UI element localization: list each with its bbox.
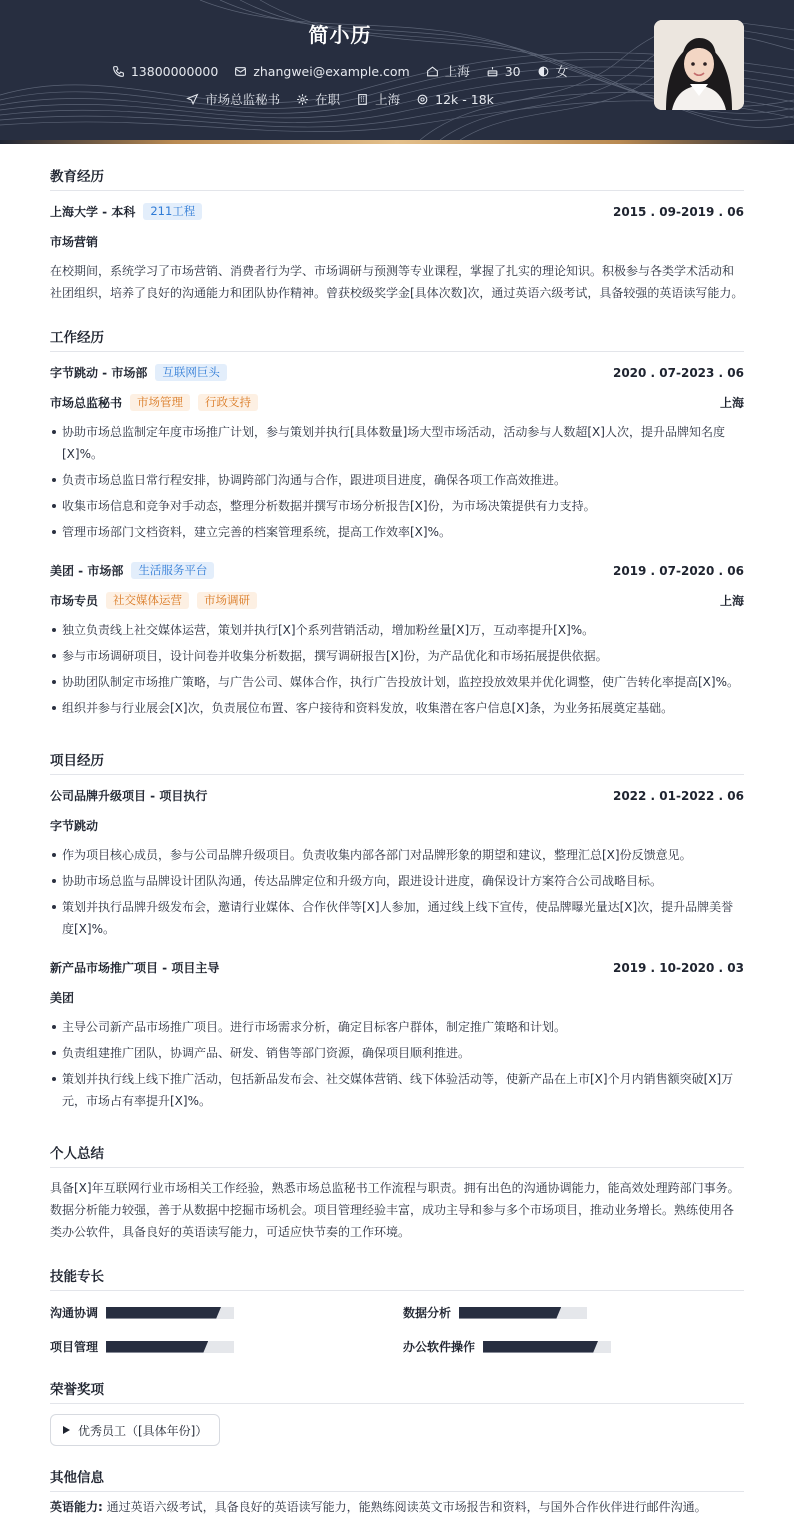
salary-text: 12k - 18k xyxy=(435,91,494,107)
job-2-header xyxy=(50,562,744,579)
project-2-name: 新产品市场推广项目 - 项目主导 xyxy=(50,961,220,975)
gear-icon xyxy=(296,93,309,106)
email-text: zhangwei@example.com xyxy=(253,63,410,79)
job-2-role-row xyxy=(50,592,744,609)
job-2-location: 上海 xyxy=(719,594,744,608)
skill-bar-fill xyxy=(106,1307,221,1319)
skill-bar xyxy=(106,1307,234,1319)
section-title-work: 工作经历 xyxy=(50,326,744,352)
skill-name: 项目管理 xyxy=(50,1340,99,1354)
job-intent-row xyxy=(0,90,680,108)
award-item[interactable] xyxy=(50,1414,220,1446)
skill-name: 办公软件操作 xyxy=(403,1340,476,1354)
candidate-name: 简小历 xyxy=(308,23,372,47)
skill-bar xyxy=(106,1341,234,1353)
gender-icon xyxy=(537,65,550,78)
list-item: 独立负责线上社交媒体运营，策划并执行[X]个系列营销活动，增加粉丝量[X]万，互动率提升[X]%。 xyxy=(50,619,744,641)
section-title-projects: 项目经历 xyxy=(50,749,744,775)
job-2-tag-2: 市场调研 xyxy=(197,592,257,609)
list-item: 协助市场总监制定年度市场推广计划，参与策划并执行[具体数量]场大型市场活动，活动参与人数超[X]人次，提升品牌知名度[X]%。 xyxy=(50,421,744,465)
job-1-tag-2: 行政支持 xyxy=(198,394,258,411)
skill-bar-fill xyxy=(483,1341,598,1353)
skill-item xyxy=(403,1304,587,1321)
project-1-date: 2022 . 01-2022 . 06 xyxy=(612,788,744,803)
section-title-other: 其他信息 xyxy=(50,1466,744,1492)
job-1-bullets xyxy=(50,421,744,547)
award-text: 优秀员工（[具体年份]） xyxy=(78,1423,208,1438)
phone-info xyxy=(112,64,218,79)
position-text: 市场总监秘书 xyxy=(205,92,281,107)
project-1-name: 公司品牌升级项目 - 项目执行 xyxy=(50,789,208,803)
education-header xyxy=(50,203,744,220)
triangle-right-icon xyxy=(63,1426,70,1434)
skill-item xyxy=(50,1304,234,1321)
coin-icon xyxy=(416,93,429,106)
resume-header xyxy=(0,0,794,140)
job-1-date: 2020 . 07-2023 . 06 xyxy=(612,365,744,380)
avatar-illustration xyxy=(654,20,744,110)
contact-info-row xyxy=(0,62,680,80)
other-label: 英语能力: xyxy=(50,1500,103,1514)
job-1-company: 字节跳动 - 市场部 xyxy=(50,366,148,380)
section-title-skills: 技能专长 xyxy=(50,1265,744,1291)
project-2-org: 美团 xyxy=(50,991,75,1005)
project-1-header xyxy=(50,787,744,804)
target-city-text: 上海 xyxy=(375,92,401,107)
project-2-date: 2019 . 10-2020 . 03 xyxy=(612,960,744,975)
status-text: 在职 xyxy=(315,92,341,107)
list-item: 负责市场总监日常行程安排，协调跨部门沟通与合作，跟进项目进度，确保各项工作高效推进。 xyxy=(50,469,744,491)
skill-item xyxy=(50,1338,234,1355)
list-item: 协助团队制定市场推广策略，与广告公司、媒体合作，执行广告投放计划，监控投放效果并优化调整，使广告转化率提高[X]%。 xyxy=(50,671,744,693)
education-date: 2015 . 09-2019 . 06 xyxy=(612,204,744,219)
school-name: 上海大学 - 本科 xyxy=(50,205,136,219)
list-item: 参与市场调研项目，设计问卷并收集分析数据，撰写调研报告[X]份，为产品优化和市场拓展提供依据。 xyxy=(50,645,744,667)
salary-info xyxy=(416,92,494,107)
age-text: 30 xyxy=(504,63,521,79)
skill-bar xyxy=(459,1307,587,1319)
position-info xyxy=(186,90,280,108)
job-2-bullets xyxy=(50,619,744,723)
header-accent-line xyxy=(0,140,794,144)
project-2-header xyxy=(50,959,744,976)
building-icon xyxy=(356,93,369,106)
list-item: 管理市场部门文档资料，建立完善的档案管理系统，提高工作效率[X]%。 xyxy=(50,521,744,543)
job-1-role-row xyxy=(50,394,744,411)
job-1-tag-1: 市场管理 xyxy=(130,394,190,411)
city-info xyxy=(426,62,470,80)
status-info xyxy=(296,90,340,108)
list-item: 组织并参与行业展会[X]次，负责展位布置、客户接待和资料发放，收集潜在客户信息[X]条，为业务拓展奠定基础。 xyxy=(50,697,744,719)
skill-bar-fill xyxy=(459,1307,561,1319)
education-description: 在校期间，系统学习了市场营销、消费者行为学、市场调研与预测等专业课程，掌握了扎实的理论知识。积极参与各类学术活动和社团组织，培养了良好的沟通能力和团队协作精神。曾获校级奖学金[具体次数]次，通过英语六级考试，具备较强的英语读写能力。 xyxy=(50,264,744,300)
job-2-role: 市场专员 xyxy=(50,594,99,608)
city-text: 上海 xyxy=(444,64,470,79)
send-icon xyxy=(186,93,199,106)
education-major: 市场营销 xyxy=(50,235,99,249)
target-city-info xyxy=(356,90,400,108)
list-item: 负责组建推广团队，协调产品、研发、销售等部门资源，确保项目顺利推进。 xyxy=(50,1042,744,1064)
phone-text: 13800000000 xyxy=(130,63,219,79)
section-title-education: 教育经历 xyxy=(50,165,744,191)
gender-text: 女 xyxy=(555,64,569,79)
job-1-header xyxy=(50,364,744,381)
phone-icon xyxy=(112,65,125,78)
list-item: 主导公司新产品市场推广项目。进行市场需求分析，确定目标客户群体，制定推广策略和计划。 xyxy=(50,1016,744,1038)
email-info xyxy=(234,64,409,79)
section-title-summary: 个人总结 xyxy=(50,1142,744,1168)
list-item: 策划并执行线上线下推广活动，包括新品发布会、社交媒体营销、线下体验活动等，使新产品在上市[X]个月内销售额突破[X]万元，市场占有率提升[X]%。 xyxy=(50,1068,744,1112)
job-2-tag-1: 社交媒体运营 xyxy=(106,592,189,609)
job-1-location: 上海 xyxy=(719,396,744,410)
skill-name: 沟通协调 xyxy=(50,1306,99,1320)
other-text: 通过英语六级考试，具备良好的英语读写能力，能熟练阅读英文市场报告和资料，与国外合作伙伴进行邮件沟通。 xyxy=(106,1500,707,1514)
profile-photo xyxy=(654,20,744,110)
mail-icon xyxy=(234,65,247,78)
home-icon xyxy=(426,65,439,78)
list-item: 策划并执行品牌升级发布会，邀请行业媒体、合作伙伴等[X]人参加，通过线上线下宣传，使品牌曝光量达[X]次，提升品牌美誉度[X]%。 xyxy=(50,896,744,940)
job-2-company: 美团 - 市场部 xyxy=(50,564,124,578)
job-2-date: 2019 . 07-2020 . 06 xyxy=(612,563,744,578)
age-info xyxy=(486,64,521,79)
skill-bar xyxy=(483,1341,611,1353)
summary-text: 具备[X]年互联网行业市场相关工作经验，熟悉市场总监秘书工作流程与职责。拥有出色的沟通协调能力，能高效处理跨部门事务。数据分析能力较强，善于从数据中挖掘市场机会。项目管理经验丰富，成功主导和参与多个市场项目，推动业务增长。熟练使用各类办公软件，具备良好的英语读写能力，可适应快节奏的工作环境。 xyxy=(50,1181,740,1239)
project-1-bullets xyxy=(50,844,744,944)
school-tag: 211工程 xyxy=(143,203,202,220)
list-item: 作为项目核心成员，参与公司品牌升级项目。负责收集内部各部门对品牌形象的期望和建议，整理汇总[X]份反馈意见。 xyxy=(50,844,744,866)
section-title-honors: 荣誉奖项 xyxy=(50,1378,744,1404)
list-item: 收集市场信息和竞争对手动态，整理分析数据并撰写市场分析报告[X]份，为市场决策提供有力支持。 xyxy=(50,495,744,517)
job-2-company-tag: 生活服务平台 xyxy=(131,562,214,579)
cake-icon xyxy=(486,65,499,78)
skill-name: 数据分析 xyxy=(403,1306,452,1320)
list-item: 协助市场总监与品牌设计团队沟通，传达品牌定位和升级方向，跟进设计进度，确保设计方案符合公司战略目标。 xyxy=(50,870,744,892)
gender-info xyxy=(537,62,569,80)
skill-bar-fill xyxy=(106,1341,208,1353)
job-1-role: 市场总监秘书 xyxy=(50,396,123,410)
other-info xyxy=(50,1498,744,1515)
project-1-org: 字节跳动 xyxy=(50,819,99,833)
job-1-company-tag: 互联网巨头 xyxy=(155,364,227,381)
project-2-bullets xyxy=(50,1016,744,1116)
skill-item xyxy=(403,1338,611,1355)
